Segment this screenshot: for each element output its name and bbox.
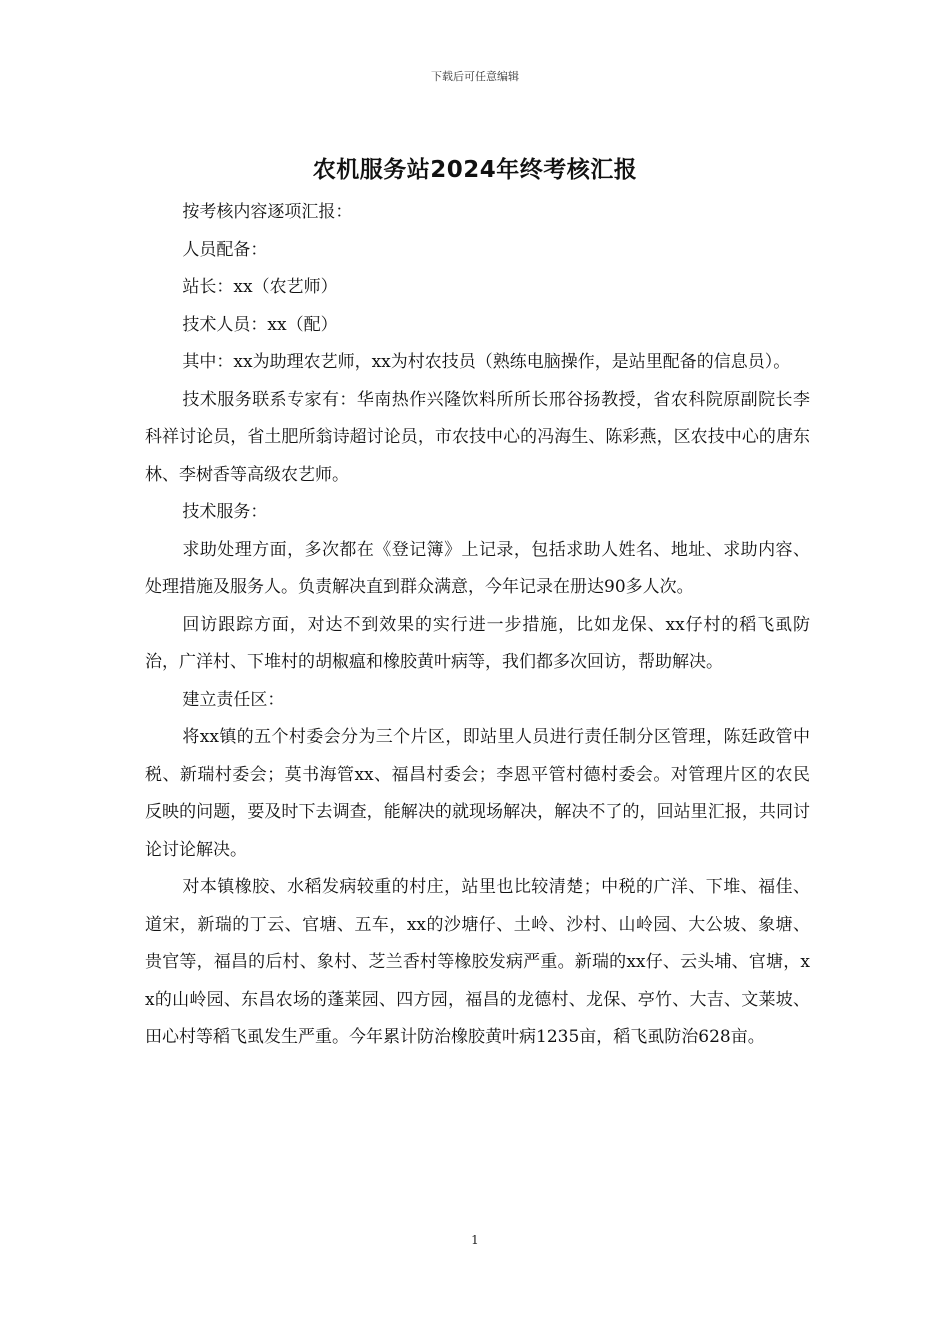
paragraph-technical-staff: 技术人员：xx（配）: [182, 314, 338, 335]
page-number: 1: [471, 1233, 479, 1247]
paragraph-tech-service-heading: 技术服务：: [182, 502, 268, 522]
paragraph-disease-villages: 对本镇橡胶、水稻发病较重的村庄，站里也比较清楚；中税的广洋、下堆、福佳、道宋，新瑞的丁云、官塘、五车，xx的沙塘仔、土岭、沙村、山岭园、大公坡、象塘、贵官等，福昌的后村、象村、芝兰香村等橡胶发病严重。新瑞的xx仔、云头埔、官塘，xx的山岭园、东昌农场的蓬莱园、四方园，福昌的龙德村、龙保、亭竹、大吉、文莱坡、田心村等稻飞虱发生严重。今年累计防治橡胶黄叶病1235亩，稻飞虱防治628亩。: [145, 877, 810, 1047]
paragraph-responsibility-zones: 将xx镇的五个村委会分为三个片区，即站里人员进行责任制分区管理，陈廷政管中税、新瑞村委会；莫书海管xx、福昌村委会；李恩平管村德村委会。对管理片区的农民反映的问题，要及时下去调查，能解决的就现场解决，解决不了的，回站里汇报，共同讨论讨论解决。: [145, 727, 810, 860]
paragraph-intro: 按考核内容逐项汇报：: [182, 202, 353, 222]
document-title: 农机服务站2024年终考核汇报: [312, 157, 638, 183]
paragraph-station-head: 站长：xx（农艺师）: [182, 277, 338, 297]
document-body: [145, 194, 810, 1057]
paragraph-help-handling: 求助处理方面，多次都在《登记簿》上记录，包括求助人姓名、地址、求助内容、处理措施及服务人。负责解决直到群众满意，今年记录在册达90多人次。: [145, 539, 810, 597]
header-note: 下载后可任意编辑: [431, 70, 519, 83]
paragraph-follow-up: 回访跟踪方面，对达不到效果的实行进一步措施，比如龙保、xx仔村的稻飞虱防治，广洋村、下堆村的胡椒瘟和橡胶黄叶病等，我们都多次回访，帮助解决。: [145, 614, 810, 672]
paragraph-staff-details: 其中：xx为助理农艺师，xx为村农技员（熟练电脑操作，是站里配备的信息员）。: [182, 352, 791, 372]
paragraph-experts: 技术服务联系专家有：华南热作兴隆饮料所所长邢谷扬教授，省农科院原副院长李科祥讨论员，省土肥所翁诗超讨论员，市农技中心的冯海生、陈彩燕，区农技中心的唐东林、李树香等高级农艺师。: [145, 389, 810, 485]
paragraph-responsibility-heading: 建立责任区：: [182, 689, 285, 710]
paragraph-staffing-heading: 人员配备：: [182, 239, 268, 260]
